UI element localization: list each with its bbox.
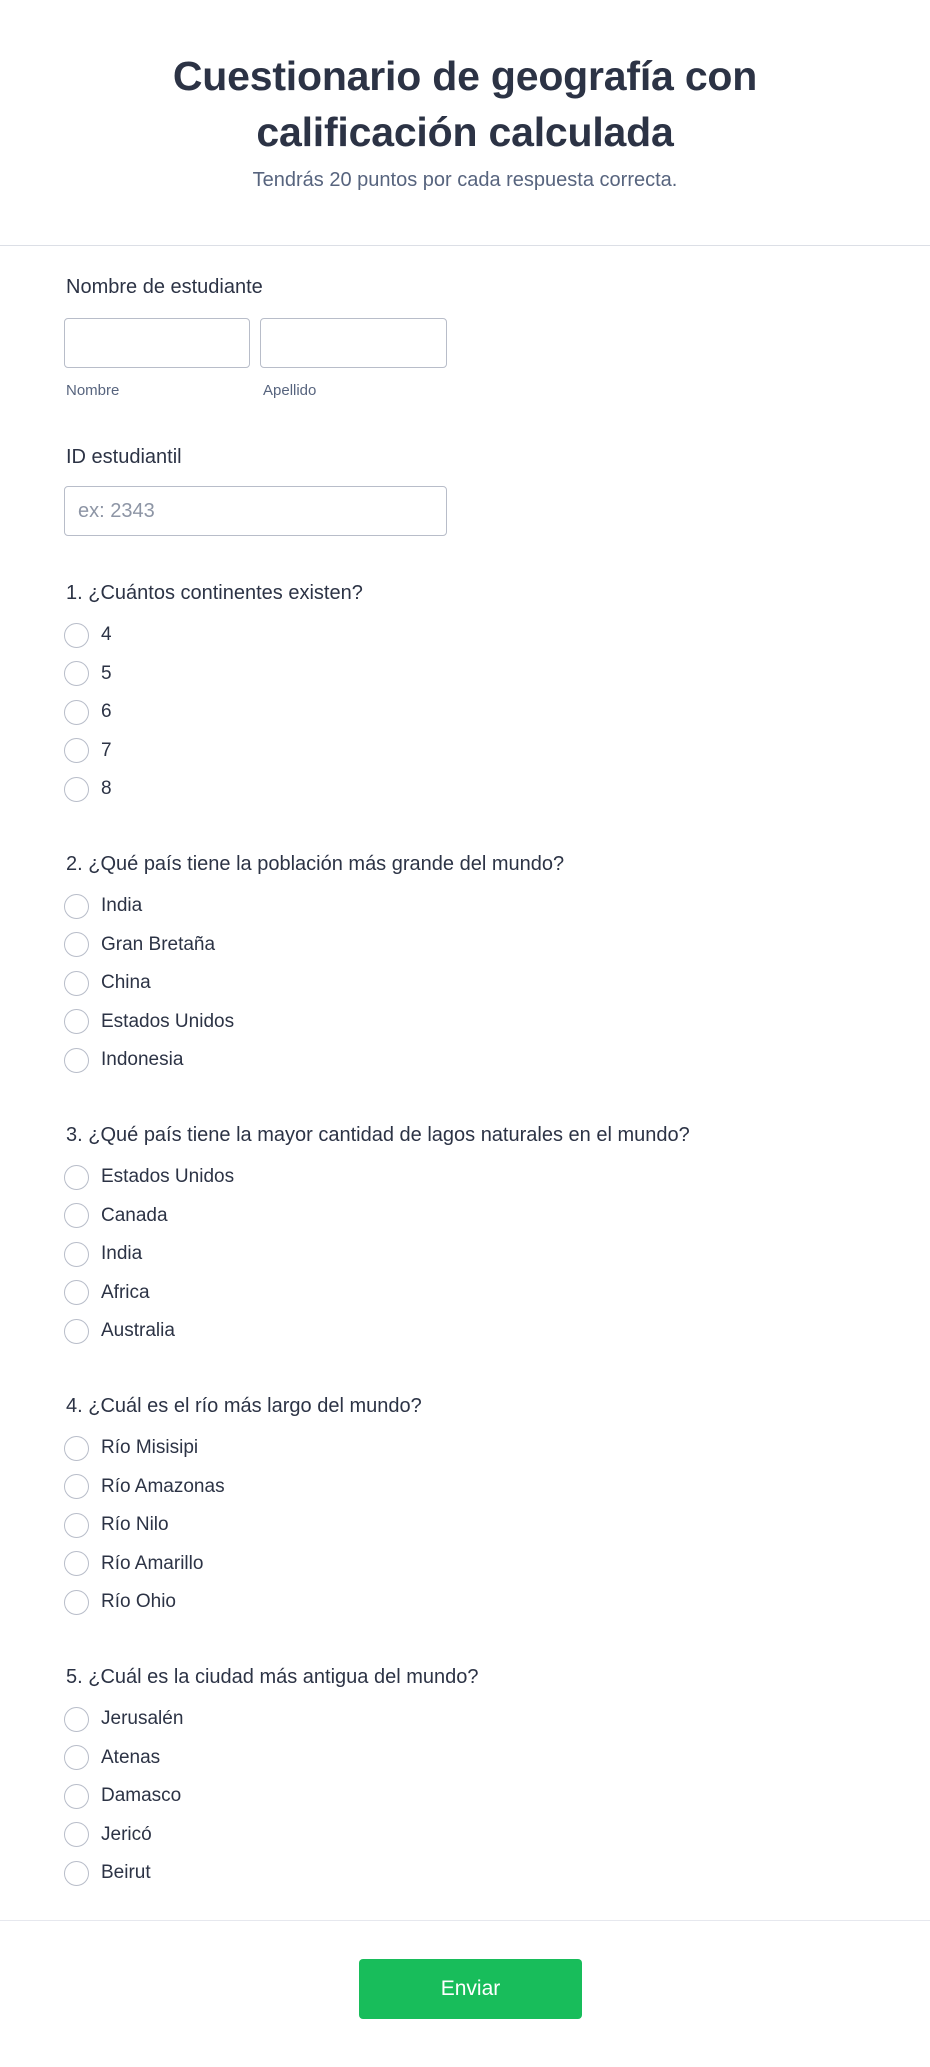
radio-button[interactable] — [64, 1280, 89, 1305]
student-name-label: Nombre de estudiante — [66, 276, 263, 298]
first-name-input[interactable] — [64, 318, 250, 368]
radio-button[interactable] — [64, 1707, 89, 1732]
radio-button[interactable] — [64, 1319, 89, 1344]
form-title: Cuestionario de geografía con calificación calculada — [172, 53, 758, 155]
last-name-input[interactable] — [260, 318, 447, 368]
option-label: India — [101, 895, 143, 916]
option-label: Río Misisipi — [101, 1437, 199, 1458]
radio-button[interactable] — [64, 1009, 89, 1034]
radio-button[interactable] — [64, 661, 89, 686]
question-3-options — [66, 1163, 866, 1345]
radio-button[interactable] — [64, 700, 89, 725]
option-label: Río Amarillo — [101, 1552, 204, 1574]
question-5-label: 5. ¿Cuál es la ciudad más antigua del mundo? — [66, 1666, 479, 1688]
option-label: Estados Unidos — [101, 1166, 235, 1187]
radio-button[interactable] — [64, 1590, 89, 1615]
question-3-option[interactable] — [66, 1240, 866, 1268]
question-2-option[interactable] — [66, 931, 866, 959]
option-label: China — [101, 972, 151, 993]
question-4-option[interactable] — [66, 1550, 866, 1578]
question-4-option[interactable] — [66, 1511, 866, 1539]
option-label: 5 — [101, 662, 112, 684]
radio-button[interactable] — [64, 1513, 89, 1538]
option-label: Jericó — [101, 1823, 152, 1845]
question-4-option[interactable] — [66, 1473, 866, 1501]
question-1-option[interactable] — [66, 698, 866, 726]
question-4-option[interactable] — [66, 1588, 866, 1616]
radio-button[interactable] — [64, 1822, 89, 1847]
question-2-options — [66, 892, 866, 1074]
option-label: Río Nilo — [101, 1514, 169, 1535]
radio-button[interactable] — [64, 1551, 89, 1576]
question-5-option[interactable] — [66, 1744, 866, 1772]
radio-button[interactable] — [64, 894, 89, 919]
radio-button[interactable] — [64, 932, 89, 957]
radio-button[interactable] — [64, 738, 89, 763]
question-4-option[interactable] — [66, 1434, 866, 1462]
form-header — [0, 0, 930, 246]
question-3-option[interactable] — [66, 1163, 866, 1191]
question-4-label: 4. ¿Cuál es el río más largo del mundo? — [66, 1395, 422, 1417]
question-5-option[interactable] — [66, 1782, 866, 1810]
option-label: India — [101, 1243, 143, 1264]
question-1-label: 1. ¿Cuántos continentes existen? — [66, 582, 363, 604]
radio-button[interactable] — [64, 1784, 89, 1809]
question-1-option[interactable] — [66, 737, 866, 765]
question-3-option[interactable] — [66, 1279, 866, 1307]
last-name-sublabel: Apellido — [263, 382, 317, 399]
radio-button[interactable] — [64, 1474, 89, 1499]
student-id-label: ID estudiantil — [66, 446, 182, 468]
radio-button[interactable] — [64, 1203, 89, 1228]
question-4-options — [66, 1434, 866, 1616]
radio-button[interactable] — [64, 1745, 89, 1770]
question-2-option[interactable] — [66, 1046, 866, 1074]
option-label: Canada — [101, 1204, 168, 1226]
question-2-option[interactable] — [66, 892, 866, 920]
radio-button[interactable] — [64, 1861, 89, 1886]
question-1-option[interactable] — [66, 775, 866, 803]
question-5-option[interactable] — [66, 1859, 866, 1887]
student-id-input[interactable] — [64, 486, 447, 536]
option-label: Australia — [101, 1320, 175, 1341]
option-label: Río Ohio — [101, 1591, 176, 1612]
option-label: 7 — [101, 739, 112, 761]
radio-button[interactable] — [64, 971, 89, 996]
option-label: 6 — [101, 701, 112, 722]
question-3-option[interactable] — [66, 1202, 866, 1230]
submit-button[interactable]: Enviar — [359, 1959, 582, 2019]
question-3-option[interactable] — [66, 1317, 866, 1345]
question-1 — [66, 579, 866, 814]
question-1-option[interactable] — [66, 621, 866, 649]
form-subtitle: Tendrás 20 puntos por cada respuesta correcta. — [252, 169, 678, 191]
option-label: Gran Bretaña — [101, 933, 216, 955]
radio-button[interactable] — [64, 1436, 89, 1461]
question-5 — [66, 1663, 866, 1898]
question-2-option[interactable] — [66, 969, 866, 997]
question-5-option[interactable] — [66, 1821, 866, 1849]
radio-button[interactable] — [64, 1048, 89, 1073]
radio-button[interactable] — [64, 1165, 89, 1190]
footer-divider — [0, 1920, 930, 1921]
option-label: 4 — [101, 624, 112, 645]
question-1-options — [66, 621, 866, 803]
question-4 — [66, 1392, 866, 1627]
question-5-options — [66, 1705, 866, 1887]
option-label: Río Amazonas — [101, 1475, 225, 1497]
first-name-sublabel: Nombre — [66, 382, 120, 399]
option-label: Jerusalén — [101, 1708, 184, 1729]
radio-button[interactable] — [64, 777, 89, 802]
question-5-option[interactable] — [66, 1705, 866, 1733]
option-label: Beirut — [101, 1862, 151, 1883]
option-label: Damasco — [101, 1785, 182, 1806]
radio-button[interactable] — [64, 1242, 89, 1267]
question-2 — [66, 850, 866, 1085]
question-1-option[interactable] — [66, 660, 866, 688]
submit-area — [0, 1922, 930, 2067]
question-2-option[interactable] — [66, 1008, 866, 1036]
question-3-label: 3. ¿Qué país tiene la mayor cantidad de lagos naturales en el mundo? — [66, 1124, 690, 1146]
option-label: Atenas — [101, 1746, 161, 1768]
option-label: Indonesia — [101, 1049, 184, 1070]
option-label: 8 — [101, 778, 112, 799]
option-label: Estados Unidos — [101, 1010, 235, 1032]
question-3 — [66, 1121, 866, 1356]
radio-button[interactable] — [64, 623, 89, 648]
question-2-label: 2. ¿Qué país tiene la población más grande del mundo? — [66, 853, 565, 875]
option-label: Africa — [101, 1281, 150, 1303]
header-divider — [0, 245, 930, 246]
